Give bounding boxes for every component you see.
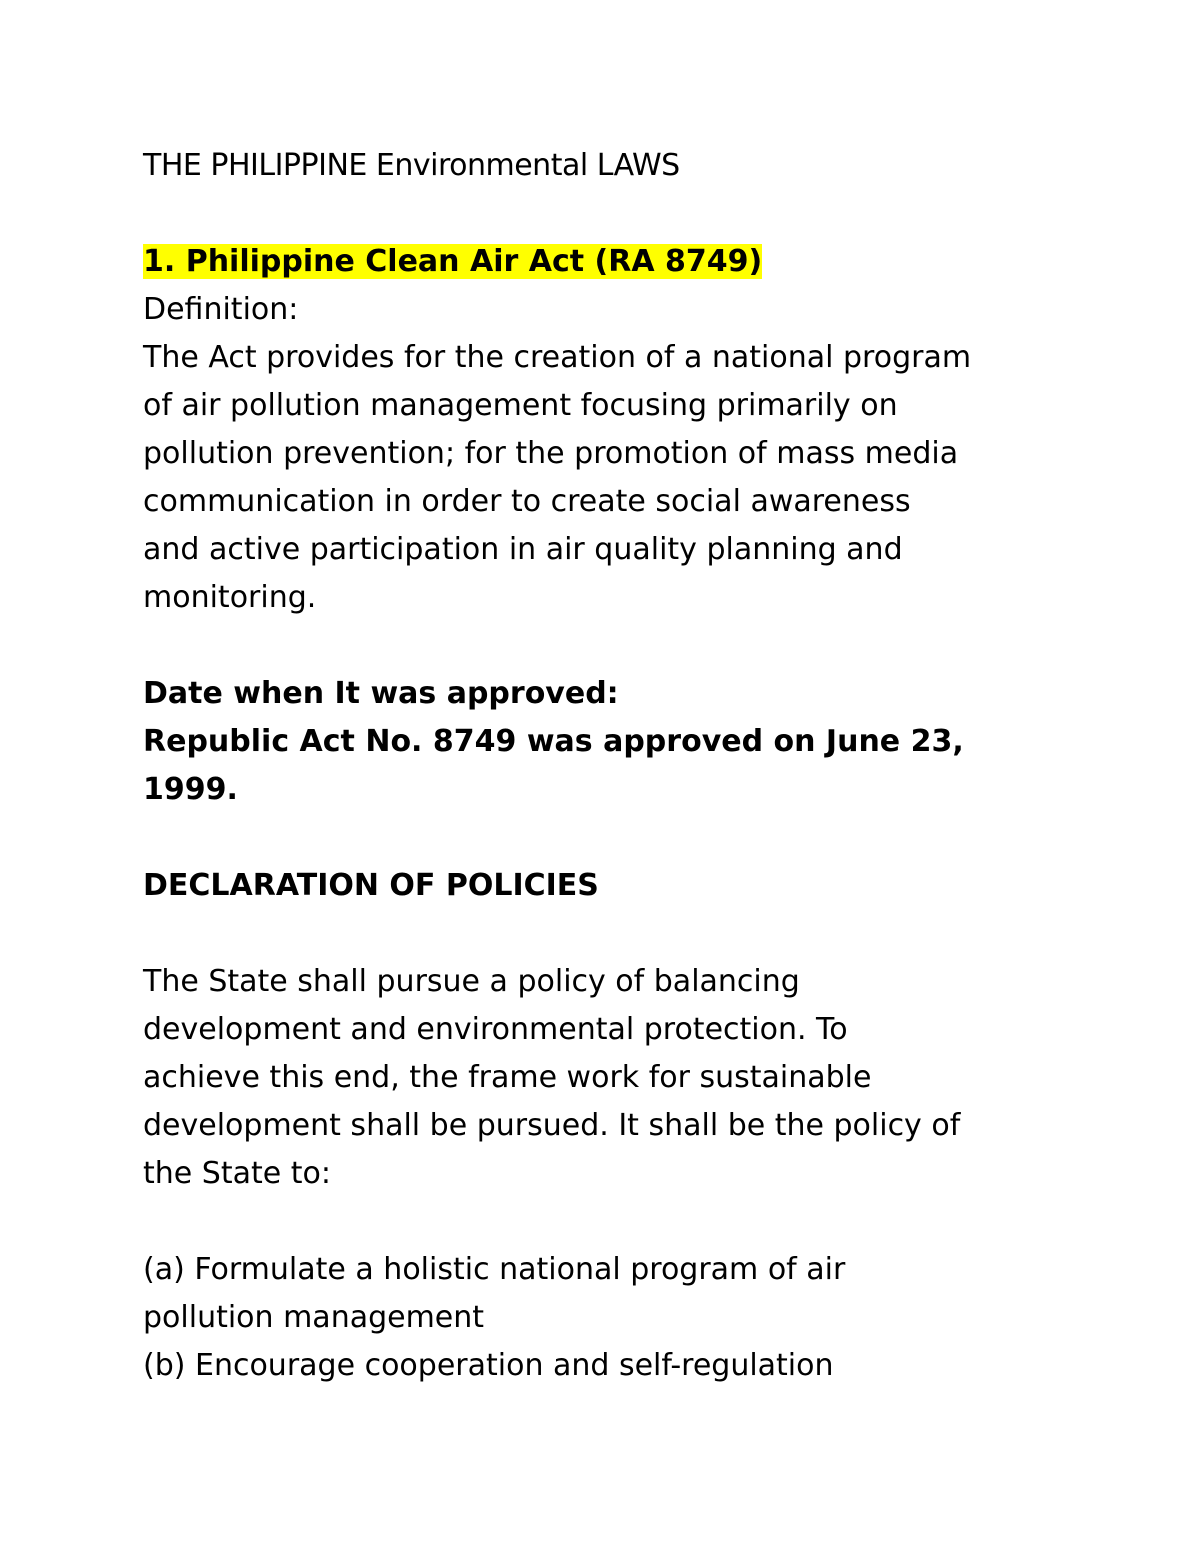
definition-line: communication in order to create social awareness [143, 484, 911, 519]
list-item: (a) Formulate a holistic national program of air [143, 1252, 846, 1287]
definition-line: pollution prevention; for the promotion of mass media [143, 436, 959, 471]
list-item: (b) Encourage cooperation and self-regulation [143, 1348, 834, 1383]
definition-line: The Act provides for the creation of a national program [143, 340, 972, 375]
section-heading-text: 1. Philippine Clean Air Act (RA 8749) [143, 244, 763, 279]
definition-line: monitoring. [143, 580, 317, 615]
spacer [143, 910, 1063, 958]
spacer [143, 1198, 1063, 1246]
spacer [143, 190, 1063, 238]
document-title: THE PHILIPPINE Environmental LAWS [143, 148, 680, 183]
section-heading [143, 238, 1063, 286]
date-label: Date when It was approved: [143, 676, 619, 711]
spacer [143, 814, 1063, 862]
policies-line: the State to: [143, 1156, 331, 1191]
policies-line: The State shall pursue a policy of balancing [143, 964, 800, 999]
definition-label: Definition: [143, 292, 299, 327]
list-item: pollution management [143, 1300, 485, 1335]
definition-line: and active participation in air quality planning and [143, 532, 903, 567]
definition-line: of air pollution management focusing primarily on [143, 388, 898, 423]
document-body [143, 142, 1063, 1390]
date-line: 1999. [143, 772, 238, 807]
date-line: Republic Act No. 8749 was approved on June 23, [143, 724, 964, 759]
spacer [143, 622, 1063, 670]
policies-line: achieve this end, the frame work for sustainable [143, 1060, 872, 1095]
policies-heading: DECLARATION OF POLICIES [143, 868, 599, 903]
policies-line: development shall be pursued. It shall be the policy of [143, 1108, 961, 1143]
policies-line: development and environmental protection. To [143, 1012, 848, 1047]
